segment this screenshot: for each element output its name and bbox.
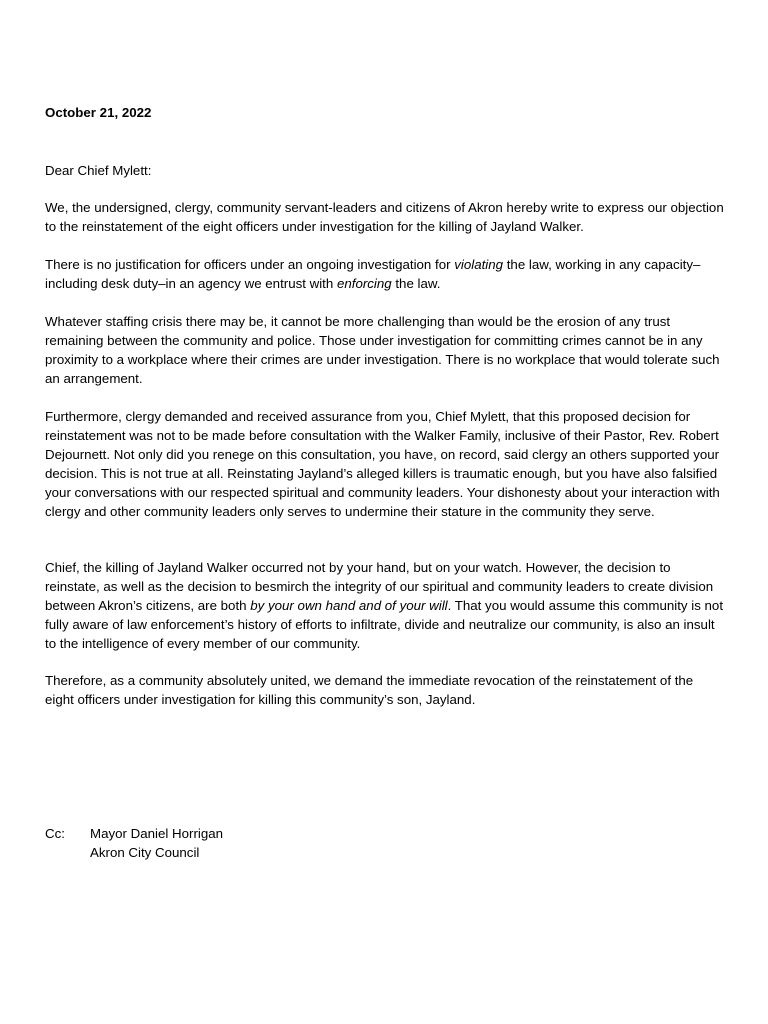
paragraph-text: . That you would assume this community is not fully aware of law enforcement’s history of efforts to infiltrate, divide and neutralize our community, is also an insult to the intelligence of every member of our community. [45,598,724,651]
paragraph-objection: We, the undersigned, clergy, community servant-leaders and citizens of Akron hereby write to express our objection to the reinstatement of the eight officers under investigation for the killing of Jayland Walker. [45,200,724,234]
paragraph-demand: Therefore, as a community absolutely united, we demand the immediate revocation of the reinstatement of the eight officers under investigation for killing this community’s son, Jayland. [45,673,694,707]
emphasis-enforcing: enforcing [336,276,392,291]
paragraph-text: the law, working in any capacity–including desk duty–in an agency we entrust with [45,257,701,291]
letter-date: October 21, 2022 [45,105,152,120]
cc-list [90,824,390,862]
paragraph-text: There is no justification for officers under an ongoing investigation for [45,257,455,272]
paragraph-watch [45,558,725,653]
cc-label: Cc: [45,826,65,841]
paragraph-text: the law. [391,276,441,291]
paragraph-text: Chief, the killing of Jayland Walker occurred not by your hand, but on your watch. However, the decision to reinstate, as well as the decision to besmirch the integrity of our spiritual and community leaders to create division between Akron’s citizens, are both [45,560,714,613]
cc-recipient: Akron City Council [90,845,200,860]
paragraph-justification [45,255,725,293]
paragraph-consultation: Furthermore, clergy demanded and received assurance from you, Chief Mylett, that this proposed decision for reinstatement was not to be made before consultation with the Walker Family, inclusive of their Pastor, Rev. Robert Dejournett. Not only did you renege on this consultation, you have, on record, said clergy an others supported your decision. This is not true at all. Reinstating Jayland’s alleged killers is traumatic enough, but you have also falsified your conversations with our respected spiritual and community leaders. Your dishonesty about your interaction with clergy and other community leaders only serves to undermine their stature in the community they serve. [45,409,720,519]
emphasis-violating: violating [454,257,504,272]
emphasis-own-hand: by your own hand and of your will [250,598,448,613]
paragraph-staffing: Whatever staffing crisis there may be, it cannot be more challenging than would be the erosion of any trust remaining between the community and police. Those under investigation for committing crimes cannot be in any proximity to a workplace where their crimes are under investigation. There is no workplace that would tolerate such an arrangement. [45,314,720,386]
salutation: Dear Chief Mylett: [45,163,152,178]
cc-recipient: Mayor Daniel Horrigan [90,826,224,841]
